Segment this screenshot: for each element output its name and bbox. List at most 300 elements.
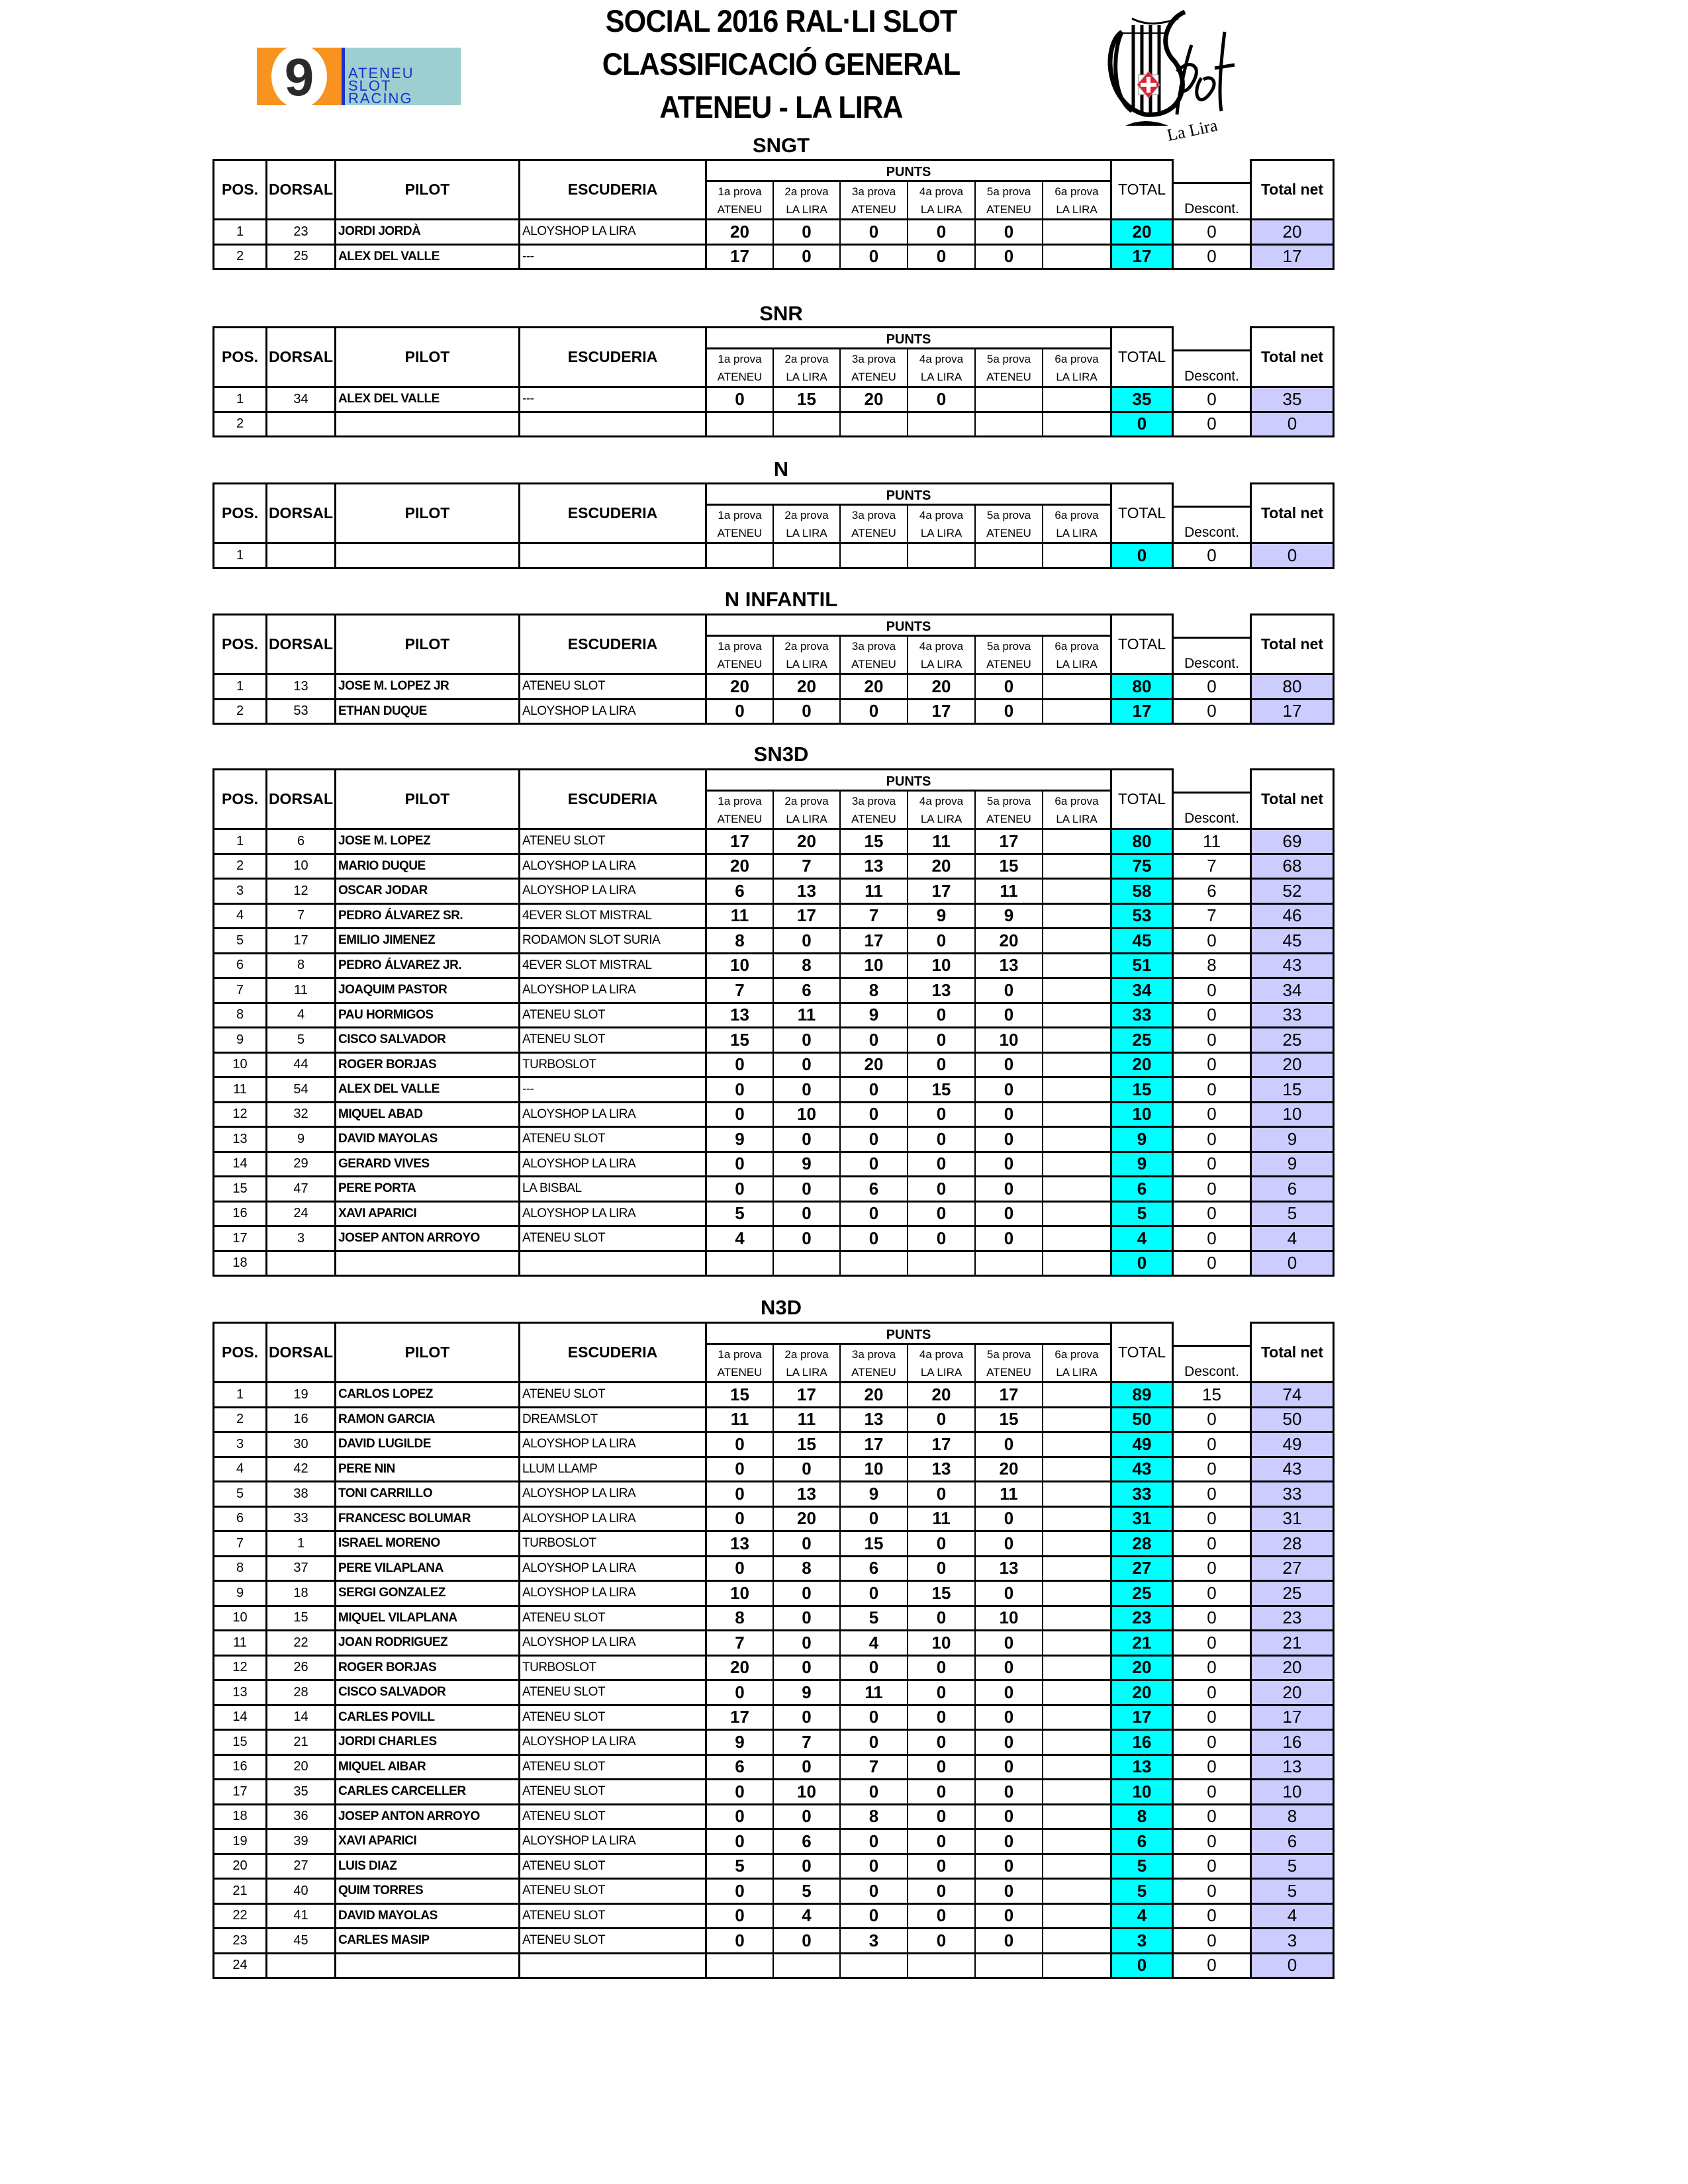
cell-total: 20 xyxy=(1110,1681,1174,1706)
cell-pos: 16 xyxy=(212,1756,265,1781)
cell-prova-6-points xyxy=(1042,1855,1110,1880)
cell-pos: 16 xyxy=(212,1203,265,1228)
cell-total: 51 xyxy=(1110,954,1174,979)
cell-total: 0 xyxy=(1110,413,1174,438)
cell-pilot: PEDRO ÁLVAREZ SR. xyxy=(334,905,518,930)
cell-prova-2-points: 5 xyxy=(773,1880,839,1905)
cell-pilot: LUIS DIAZ xyxy=(334,1855,518,1880)
cell-prova-2-points: 0 xyxy=(773,1458,839,1483)
cell-total-net: 25 xyxy=(1250,1028,1335,1054)
cell-prova-1-points: 15 xyxy=(705,1028,773,1054)
cell-prova-6-points xyxy=(1042,1954,1110,1979)
cell-prova-4-points: 0 xyxy=(907,1756,974,1781)
cell-prova-1-points: 6 xyxy=(705,880,773,905)
cell-pos: 14 xyxy=(212,1153,265,1178)
column-header-total: TOTAL xyxy=(1110,1322,1174,1383)
cell-pilot: PERE NIN xyxy=(334,1458,518,1483)
cell-prova-2-points: 0 xyxy=(773,1128,839,1153)
cell-pilot xyxy=(334,1252,518,1277)
cell-prova-3-points: 0 xyxy=(839,1203,907,1228)
cell-prova-3-points: 20 xyxy=(839,388,907,413)
cell-escuderia: LLUM LLAMP xyxy=(518,1458,705,1483)
cell-total: 8 xyxy=(1110,1805,1174,1831)
cell-prova-2-points: 10 xyxy=(773,1780,839,1805)
cell-escuderia: ATENEU SLOT xyxy=(518,1905,705,1930)
cell-descont: 0 xyxy=(1174,1855,1250,1880)
prova-venue: LA LIRA xyxy=(1056,812,1098,825)
cell-total: 0 xyxy=(1110,1252,1174,1277)
cell-pilot: TONI CARRILLO xyxy=(334,1482,518,1508)
prova-venue: ATENEU xyxy=(851,812,896,825)
cell-prova-3-points: 10 xyxy=(839,954,907,979)
cell-pos: 21 xyxy=(212,1880,265,1905)
column-header-prova-5 xyxy=(974,792,1042,830)
cell-pos: 18 xyxy=(212,1252,265,1277)
section-title-n: N xyxy=(773,457,789,480)
column-header-total-net: Total net xyxy=(1250,482,1335,544)
cell-prova-5-points: 0 xyxy=(974,1631,1042,1657)
cell-prova-1-points: 8 xyxy=(705,1607,773,1632)
cell-escuderia: DREAMSLOT xyxy=(518,1408,705,1433)
cell-prova-4-points: 0 xyxy=(907,1532,974,1557)
cell-pilot: MARIO DUQUE xyxy=(334,855,518,880)
cell-prova-5-points: 0 xyxy=(974,1582,1042,1607)
column-header-punts: PUNTS xyxy=(705,614,1110,637)
cell-escuderia: TURBOSLOT xyxy=(518,1657,705,1682)
column-header-prova-2 xyxy=(773,349,839,388)
cell-total-net: 20 xyxy=(1250,1657,1335,1682)
section-title-n3d: N3D xyxy=(760,1296,802,1319)
cell-descont: 0 xyxy=(1174,1004,1250,1029)
cell-prova-5-points: 20 xyxy=(974,929,1042,954)
cell-pilot xyxy=(334,1954,518,1979)
cell-pos: 5 xyxy=(212,1482,265,1508)
prova-venue: LA LIRA xyxy=(1056,1365,1098,1379)
prova-venue: LA LIRA xyxy=(920,1365,962,1379)
cell-prova-3-points: 3 xyxy=(839,1929,907,1954)
cell-pos: 20 xyxy=(212,1855,265,1880)
cell-prova-4-points: 17 xyxy=(907,880,974,905)
cell-prova-2-points: 8 xyxy=(773,1557,839,1582)
cell-prova-2-points: 11 xyxy=(773,1408,839,1433)
cell-descont: 0 xyxy=(1174,1078,1250,1103)
column-header-prova-2 xyxy=(773,1345,839,1383)
cell-dorsal: 14 xyxy=(265,1706,334,1731)
cell-total: 4 xyxy=(1110,1227,1174,1252)
cell-pos: 11 xyxy=(212,1078,265,1103)
column-header-descont: Descont. xyxy=(1174,637,1250,675)
cell-prova-2-points: 4 xyxy=(773,1905,839,1930)
column-header-dorsal: DORSAL xyxy=(265,768,334,830)
column-header-prova-6 xyxy=(1042,637,1110,675)
cell-pilot: PERE PORTA xyxy=(334,1177,518,1203)
cell-pilot: MIQUEL AIBAR xyxy=(334,1756,518,1781)
cell-dorsal: 40 xyxy=(265,1880,334,1905)
cell-total-net: 74 xyxy=(1250,1383,1335,1408)
cell-prova-6-points xyxy=(1042,830,1110,855)
column-header-escuderia: ESCUDERIA xyxy=(518,1322,705,1383)
cell-prova-1-points: 0 xyxy=(705,1482,773,1508)
cell-prova-1-points xyxy=(705,544,773,569)
cell-prova-4-points xyxy=(907,544,974,569)
cell-prova-1-points: 13 xyxy=(705,1532,773,1557)
cell-escuderia: ALOYSHOP LA LIRA xyxy=(518,1582,705,1607)
cell-dorsal: 41 xyxy=(265,1905,334,1930)
column-header-prova-2 xyxy=(773,506,839,544)
cell-escuderia: ATENEU SLOT xyxy=(518,1004,705,1029)
cell-prova-4-points: 0 xyxy=(907,1004,974,1029)
cell-descont: 15 xyxy=(1174,1383,1250,1408)
cell-prova-6-points xyxy=(1042,246,1110,271)
cell-descont: 7 xyxy=(1174,905,1250,930)
column-header-pos: POS. xyxy=(212,768,265,830)
cell-dorsal: 3 xyxy=(265,1227,334,1252)
cell-pos: 18 xyxy=(212,1805,265,1831)
cell-prova-2-points: 0 xyxy=(773,1706,839,1731)
prova-label: 6a prova xyxy=(1055,352,1099,365)
cell-descont: 0 xyxy=(1174,1582,1250,1607)
cell-prova-4-points: 13 xyxy=(907,979,974,1004)
cell-prova-3-points: 17 xyxy=(839,1433,907,1458)
cell-prova-6-points xyxy=(1042,1458,1110,1483)
cell-prova-4-points: 15 xyxy=(907,1078,974,1103)
section-title-sngt: SNGT xyxy=(752,134,810,157)
cell-dorsal: 6 xyxy=(265,830,334,855)
cell-prova-6-points xyxy=(1042,413,1110,438)
prova-venue: LA LIRA xyxy=(920,526,962,539)
cell-prova-5-points: 0 xyxy=(974,1227,1042,1252)
column-header-prova-4 xyxy=(907,349,974,388)
cell-prova-4-points: 10 xyxy=(907,954,974,979)
cell-escuderia xyxy=(518,544,705,569)
cell-prova-2-points: 0 xyxy=(773,1227,839,1252)
cell-prova-1-points: 0 xyxy=(705,1805,773,1831)
cell-prova-2-points: 0 xyxy=(773,1657,839,1682)
cell-descont: 0 xyxy=(1174,1929,1250,1954)
cell-prova-3-points: 7 xyxy=(839,905,907,930)
cell-total-net: 23 xyxy=(1250,1607,1335,1632)
cell-prova-2-points: 0 xyxy=(773,1756,839,1781)
cell-pilot: CISCO SALVADOR xyxy=(334,1028,518,1054)
cell-total-net: 80 xyxy=(1250,675,1335,700)
column-header-pilot: PILOT xyxy=(334,482,518,544)
cell-pos: 3 xyxy=(212,1433,265,1458)
cell-prova-4-points: 0 xyxy=(907,1855,974,1880)
cell-prova-3-points: 0 xyxy=(839,1582,907,1607)
cell-prova-2-points: 20 xyxy=(773,1508,839,1533)
column-header-prova-6 xyxy=(1042,506,1110,544)
cell-pilot: QUIM TORRES xyxy=(334,1880,518,1905)
cell-total: 28 xyxy=(1110,1532,1174,1557)
column-header-prova-2 xyxy=(773,792,839,830)
prova-venue: LA LIRA xyxy=(786,370,827,383)
cell-pos: 1 xyxy=(212,388,265,413)
cell-prova-1-points xyxy=(705,1954,773,1979)
cell-prova-2-points: 6 xyxy=(773,1830,839,1855)
column-header-pos: POS. xyxy=(212,159,265,220)
prova-label: 3a prova xyxy=(851,639,896,653)
cell-pos: 1 xyxy=(212,544,265,569)
cell-escuderia: ATENEU SLOT xyxy=(518,1028,705,1054)
prova-venue: LA LIRA xyxy=(1056,526,1098,539)
cell-total-net: 33 xyxy=(1250,1482,1335,1508)
cell-prova-6-points xyxy=(1042,1153,1110,1178)
cell-total-net: 8 xyxy=(1250,1805,1335,1831)
column-header-descont: Descont. xyxy=(1174,1345,1250,1383)
cell-descont: 0 xyxy=(1174,1482,1250,1508)
cell-pos: 9 xyxy=(212,1582,265,1607)
cell-prova-4-points: 0 xyxy=(907,1830,974,1855)
cell-pos: 7 xyxy=(212,979,265,1004)
cell-prova-5-points: 20 xyxy=(974,1458,1042,1483)
cell-total-net: 68 xyxy=(1250,855,1335,880)
cell-dorsal: 39 xyxy=(265,1830,334,1855)
column-header-pos: POS. xyxy=(212,482,265,544)
prova-venue: ATENEU xyxy=(851,657,896,670)
cell-prova-5-points: 0 xyxy=(974,1657,1042,1682)
cell-prova-3-points: 20 xyxy=(839,675,907,700)
cell-prova-6-points xyxy=(1042,1028,1110,1054)
column-header-prova-1 xyxy=(705,1345,773,1383)
cell-total: 0 xyxy=(1110,1954,1174,1979)
prova-venue: ATENEU xyxy=(717,657,763,670)
cell-prova-5-points: 0 xyxy=(974,1706,1042,1731)
cell-prova-5-points: 0 xyxy=(974,1054,1042,1079)
column-header-dorsal: DORSAL xyxy=(265,614,334,675)
cell-prova-5-points: 13 xyxy=(974,1557,1042,1582)
cell-total: 4 xyxy=(1110,1905,1174,1930)
cell-pilot: XAVI APARICI xyxy=(334,1830,518,1855)
cell-prova-4-points: 0 xyxy=(907,220,974,246)
cell-prova-5-points: 0 xyxy=(974,1855,1042,1880)
cell-dorsal: 32 xyxy=(265,1103,334,1128)
cell-total: 9 xyxy=(1110,1128,1174,1153)
cell-prova-2-points xyxy=(773,1954,839,1979)
prova-label: 3a prova xyxy=(851,794,896,807)
prova-label: 5a prova xyxy=(986,639,1031,653)
prova-venue: ATENEU xyxy=(986,657,1031,670)
cell-descont: 0 xyxy=(1174,1706,1250,1731)
prova-label: 3a prova xyxy=(851,352,896,365)
prova-label: 2a prova xyxy=(784,794,829,807)
column-header-prova-1 xyxy=(705,506,773,544)
cell-pos: 3 xyxy=(212,880,265,905)
cell-prova-2-points: 0 xyxy=(773,1028,839,1054)
cell-total-net: 0 xyxy=(1250,413,1335,438)
cell-escuderia xyxy=(518,1252,705,1277)
cell-escuderia: ALOYSHOP LA LIRA xyxy=(518,1203,705,1228)
cell-total-net: 9 xyxy=(1250,1128,1335,1153)
column-header-total: TOTAL xyxy=(1110,614,1174,675)
column-header-prova-3 xyxy=(839,637,907,675)
cell-prova-1-points: 0 xyxy=(705,1880,773,1905)
cell-prova-5-points: 11 xyxy=(974,1482,1042,1508)
cell-prova-3-points: 0 xyxy=(839,1028,907,1054)
cell-escuderia: --- xyxy=(518,388,705,413)
prova-label: 1a prova xyxy=(718,185,762,198)
cell-prova-5-points xyxy=(974,544,1042,569)
cell-total: 53 xyxy=(1110,905,1174,930)
cell-pos: 4 xyxy=(212,1458,265,1483)
cell-prova-5-points: 15 xyxy=(974,855,1042,880)
cell-prova-5-points: 0 xyxy=(974,1203,1042,1228)
cell-prova-3-points: 0 xyxy=(839,1780,907,1805)
column-header-prova-4 xyxy=(907,637,974,675)
column-header-escuderia: ESCUDERIA xyxy=(518,326,705,388)
cell-total-net: 27 xyxy=(1250,1557,1335,1582)
cell-descont: 11 xyxy=(1174,830,1250,855)
cell-prova-1-points: 17 xyxy=(705,830,773,855)
cell-prova-5-points: 0 xyxy=(974,1905,1042,1930)
cell-prova-6-points xyxy=(1042,1482,1110,1508)
column-header-pilot: PILOT xyxy=(334,1322,518,1383)
cell-descont: 0 xyxy=(1174,1681,1250,1706)
cell-dorsal: 27 xyxy=(265,1855,334,1880)
cell-prova-4-points: 0 xyxy=(907,1054,974,1079)
cell-total: 20 xyxy=(1110,220,1174,246)
cell-escuderia: ALOYSHOP LA LIRA xyxy=(518,1153,705,1178)
column-header-descont: Descont. xyxy=(1174,349,1250,388)
cell-prova-6-points xyxy=(1042,1532,1110,1557)
cell-total-net: 43 xyxy=(1250,954,1335,979)
cell-prova-1-points: 11 xyxy=(705,905,773,930)
cell-total: 50 xyxy=(1110,1408,1174,1433)
cell-prova-6-points xyxy=(1042,1508,1110,1533)
prova-venue: LA LIRA xyxy=(786,1365,827,1379)
cell-prova-2-points: 0 xyxy=(773,929,839,954)
cell-escuderia: ATENEU SLOT xyxy=(518,1607,705,1632)
cell-dorsal: 33 xyxy=(265,1508,334,1533)
prova-venue: ATENEU xyxy=(986,812,1031,825)
cell-pilot: EMILIO JIMENEZ xyxy=(334,929,518,954)
cell-prova-4-points: 0 xyxy=(907,1557,974,1582)
cell-descont: 0 xyxy=(1174,1433,1250,1458)
cell-prova-5-points: 0 xyxy=(974,1153,1042,1178)
cell-prova-1-points: 0 xyxy=(705,1780,773,1805)
prova-label: 5a prova xyxy=(986,352,1031,365)
cell-pilot xyxy=(334,413,518,438)
column-header-total: TOTAL xyxy=(1110,326,1174,388)
cell-prova-5-points: 15 xyxy=(974,1408,1042,1433)
cell-prova-1-points: 13 xyxy=(705,1004,773,1029)
cell-total-net: 5 xyxy=(1250,1880,1335,1905)
cell-escuderia: ATENEU SLOT xyxy=(518,1227,705,1252)
cell-prova-4-points: 20 xyxy=(907,675,974,700)
cell-total-net: 0 xyxy=(1250,1954,1335,1979)
cell-prova-3-points: 11 xyxy=(839,880,907,905)
cell-dorsal: 19 xyxy=(265,1383,334,1408)
cell-descont: 0 xyxy=(1174,1508,1250,1533)
page-title-line-1: SOCIAL 2016 RAL·LI SLOT xyxy=(605,3,957,38)
cell-prova-5-points: 0 xyxy=(974,220,1042,246)
cell-pos: 23 xyxy=(212,1929,265,1954)
cell-prova-1-points: 0 xyxy=(705,1929,773,1954)
prova-label: 2a prova xyxy=(784,508,829,522)
cell-dorsal: 36 xyxy=(265,1805,334,1831)
cell-prova-6-points xyxy=(1042,1805,1110,1831)
cell-prova-5-points xyxy=(974,388,1042,413)
lyre-icon xyxy=(1092,5,1244,144)
cell-prova-2-points: 15 xyxy=(773,1433,839,1458)
column-header-prova-5 xyxy=(974,349,1042,388)
standings-table xyxy=(212,614,1335,725)
cell-prova-6-points xyxy=(1042,1657,1110,1682)
column-header-total-net: Total net xyxy=(1250,1322,1335,1383)
cell-prova-4-points: 0 xyxy=(907,246,974,271)
cell-dorsal: 53 xyxy=(265,700,334,725)
cell-prova-4-points: 0 xyxy=(907,1657,974,1682)
cell-pilot: PERE VILAPLANA xyxy=(334,1557,518,1582)
cell-prova-3-points: 0 xyxy=(839,1830,907,1855)
column-header-punts: PUNTS xyxy=(705,768,1110,792)
cell-dorsal: 24 xyxy=(265,1203,334,1228)
cell-descont: 0 xyxy=(1174,1607,1250,1632)
column-header-prova-4 xyxy=(907,506,974,544)
cell-total: 17 xyxy=(1110,246,1174,271)
cell-pos: 6 xyxy=(212,954,265,979)
logo-text-2: SLOT xyxy=(348,77,392,94)
cell-prova-6-points xyxy=(1042,979,1110,1004)
cell-pilot: ALEX DEL VALLE xyxy=(334,1078,518,1103)
cell-prova-5-points: 0 xyxy=(974,1128,1042,1153)
cell-escuderia: ALOYSHOP LA LIRA xyxy=(518,700,705,725)
cell-total-net: 17 xyxy=(1250,1706,1335,1731)
cell-pilot: CARLES POVILL xyxy=(334,1706,518,1731)
cell-pilot: ETHAN DUQUE xyxy=(334,700,518,725)
cell-total-net: 34 xyxy=(1250,979,1335,1004)
cell-prova-3-points: 0 xyxy=(839,246,907,271)
cell-prova-5-points: 0 xyxy=(974,246,1042,271)
cell-prova-5-points: 0 xyxy=(974,1103,1042,1128)
cell-prova-6-points xyxy=(1042,1905,1110,1930)
cell-descont: 8 xyxy=(1174,954,1250,979)
cell-prova-2-points xyxy=(773,413,839,438)
column-header-prova-4 xyxy=(907,182,974,220)
cell-pilot xyxy=(334,544,518,569)
cell-escuderia: ATENEU SLOT xyxy=(518,1805,705,1831)
cell-pilot: RAMON GARCIA xyxy=(334,1408,518,1433)
cell-prova-1-points: 0 xyxy=(705,1508,773,1533)
cell-prova-1-points: 4 xyxy=(705,1227,773,1252)
cell-prova-3-points: 7 xyxy=(839,1756,907,1781)
cell-prova-3-points: 8 xyxy=(839,1805,907,1831)
cell-pilot: JOAN RODRIGUEZ xyxy=(334,1631,518,1657)
ateneu-slot-racing-logo-icon xyxy=(257,48,461,105)
cell-prova-4-points: 0 xyxy=(907,1929,974,1954)
cell-prova-3-points: 0 xyxy=(839,1153,907,1178)
cell-prova-1-points xyxy=(705,413,773,438)
cell-descont: 0 xyxy=(1174,675,1250,700)
cell-prova-3-points: 0 xyxy=(839,220,907,246)
cell-pos: 10 xyxy=(212,1607,265,1632)
cell-prova-2-points: 6 xyxy=(773,979,839,1004)
prova-label: 1a prova xyxy=(718,508,762,522)
column-header-total: TOTAL xyxy=(1110,768,1174,830)
cell-pos: 24 xyxy=(212,1954,265,1979)
cell-escuderia: ATENEU SLOT xyxy=(518,1855,705,1880)
cell-escuderia: ALOYSHOP LA LIRA xyxy=(518,1482,705,1508)
cell-prova-1-points: 0 xyxy=(705,1078,773,1103)
cell-prova-6-points xyxy=(1042,1004,1110,1029)
cell-total: 6 xyxy=(1110,1177,1174,1203)
cell-prova-3-points: 0 xyxy=(839,1103,907,1128)
cell-dorsal: 12 xyxy=(265,880,334,905)
cell-prova-2-points: 20 xyxy=(773,675,839,700)
prova-venue: LA LIRA xyxy=(920,812,962,825)
column-header-pilot: PILOT xyxy=(334,768,518,830)
cell-dorsal: 18 xyxy=(265,1582,334,1607)
cell-total-net: 17 xyxy=(1250,700,1335,725)
